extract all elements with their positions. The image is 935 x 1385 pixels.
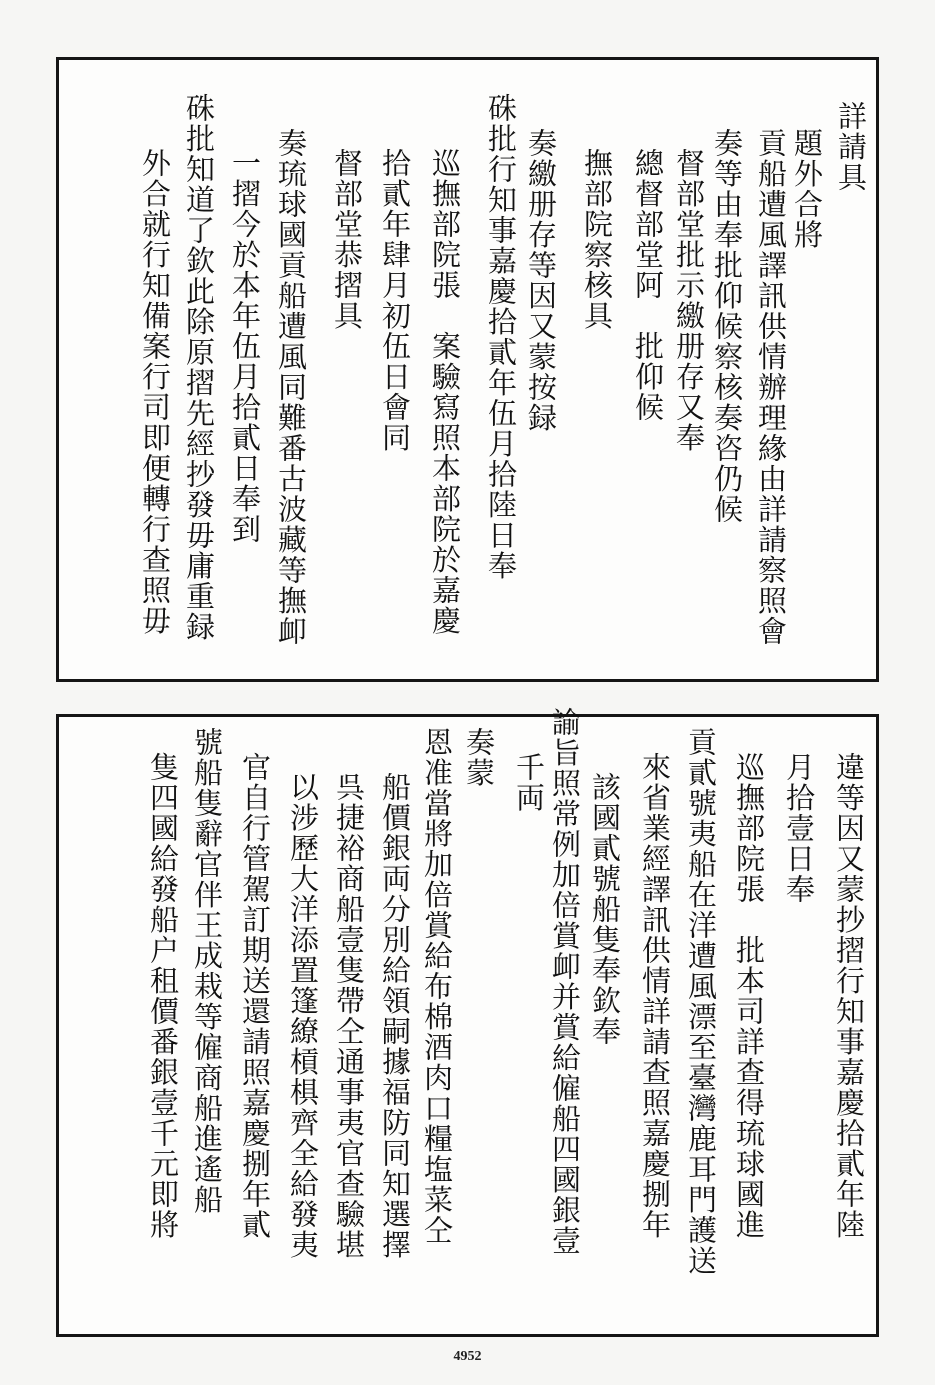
bottom-text-column: 諭旨照常例加倍賞卹并賞給僱船四國銀壹 bbox=[548, 707, 582, 1256]
page-number: 4952 bbox=[453, 1349, 482, 1364]
bottom-text-column: 奏蒙 bbox=[462, 727, 496, 788]
top-text-column: 撫部院察核具 bbox=[580, 148, 614, 331]
bottom-text-column: 貢貳號夷船在洋遭風漂至臺灣鹿耳門護送 bbox=[684, 727, 718, 1276]
bottom-text-column: 號船隻辭官伴王成栽等僱商船進遙船 bbox=[190, 727, 224, 1215]
bottom-text-column: 呉捷裕商船壹隻帶仝通事夷官查驗堪 bbox=[332, 772, 366, 1260]
bottom-text-column: 巡撫部院張 批本司詳查得琉球國進 bbox=[732, 752, 766, 1240]
bottom-text-column: 船價銀両分別給領嗣據福防同知選擇 bbox=[378, 772, 412, 1260]
top-page-panel bbox=[56, 57, 879, 682]
bottom-text-column: 違等因又蒙抄摺行知事嘉慶拾貳年陸 bbox=[832, 752, 866, 1240]
top-text-column: 詳請具 bbox=[834, 101, 868, 193]
top-text-column: 督部堂恭摺具 bbox=[330, 148, 364, 331]
bottom-text-column: 恩准當將加倍賞給布棉酒肉口糧塩菜仝 bbox=[420, 727, 454, 1246]
bottom-text-column: 月拾壹日奉 bbox=[782, 752, 816, 905]
top-text-column: 奏琉球國貢船遭風同難番古波藏等撫卹 bbox=[274, 128, 308, 647]
top-text-column: 貢船遭風譯訊供情辦理緣由詳請察照會 bbox=[754, 128, 788, 647]
top-text-column: 一摺今於本年伍月拾貳日奉到 bbox=[228, 148, 262, 545]
top-text-column: 硃批行知事嘉慶拾貳年伍月拾陸日奉 bbox=[484, 93, 518, 581]
bottom-text-column: 官自行管駕訂期送還請照嘉慶捌年貳 bbox=[238, 752, 272, 1240]
top-text-column: 奏等由奉批仰候察核奏咨仍候 bbox=[710, 128, 744, 525]
top-text-column: 題外合將 bbox=[790, 128, 824, 250]
top-text-column: 督部堂批示繳册存又奉 bbox=[672, 148, 706, 453]
top-text-column: 奏繳册存等因又蒙按録 bbox=[524, 128, 558, 433]
top-text-column: 硃批知道了欽此除原摺先經抄發毋庸重録 bbox=[182, 93, 216, 642]
top-text-column: 總督部堂阿 批仰候 bbox=[631, 148, 665, 423]
bottom-page-panel bbox=[56, 707, 879, 1337]
bottom-text-column: 該國貳號船隻奉欽奉 bbox=[588, 772, 622, 1047]
top-text-column: 巡撫部院張 案驗寫照本部院於嘉慶 bbox=[428, 148, 462, 636]
bottom-text-column: 千両 bbox=[512, 752, 546, 813]
bottom-text-column: 以涉歷大洋添置篷繚槓椇齊全給發夷 bbox=[286, 772, 320, 1260]
top-text-column: 拾貳年肆月初伍日會同 bbox=[378, 148, 412, 453]
bottom-text-column: 隻四國給發船户租價番銀壹千元即將 bbox=[146, 752, 180, 1240]
bottom-text-column: 來省業經譯訊供情詳請查照嘉慶捌年 bbox=[638, 752, 672, 1240]
top-text-column: 外合就行知備案行司即便轉行查照毋 bbox=[138, 148, 172, 636]
